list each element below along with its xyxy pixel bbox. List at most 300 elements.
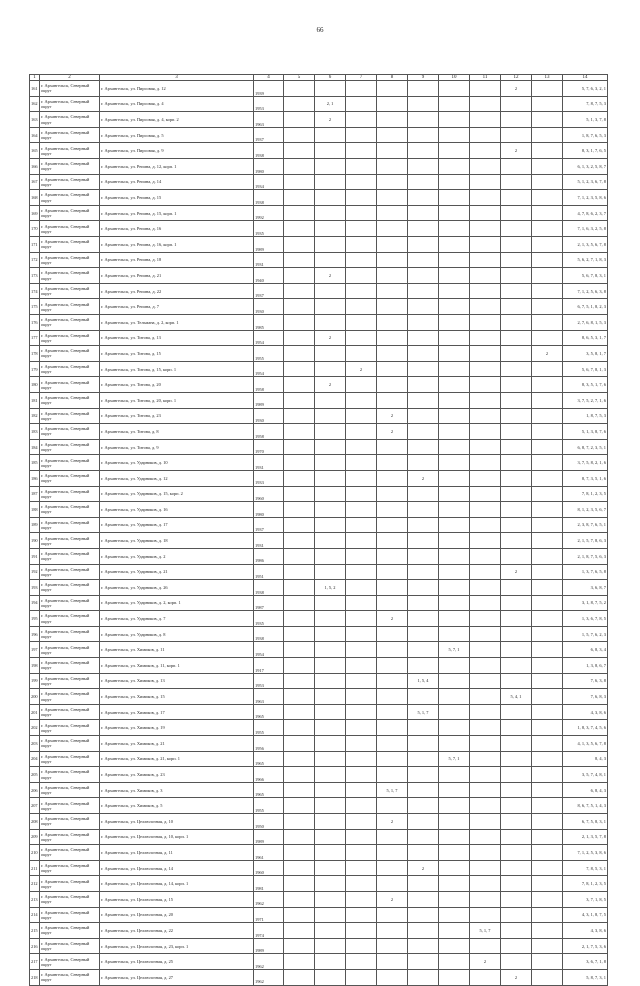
row-number: 192 [30,564,40,580]
value-cell [315,907,346,923]
year-cell: 1930 [254,408,284,424]
registry-table [29,74,608,986]
row-number: 178 [30,346,40,362]
codes-cell: 6, 8, 7, 2, 3, 5, 1 [563,439,608,455]
empty-cell [284,517,315,533]
row-number: 180 [30,377,40,393]
empty-cell [284,268,315,284]
value-cell [439,112,470,128]
value-cell: 2 [377,424,408,440]
value-cell [439,548,470,564]
district-cell: г. Архангельск, Северный округ [40,673,100,689]
value-cell [315,969,346,985]
value-cell [346,689,377,705]
value-cell [408,96,439,112]
row-number: 164 [30,127,40,143]
empty-cell [284,658,315,674]
row-number: 167 [30,174,40,190]
value-cell [470,814,501,830]
value-cell [315,392,346,408]
column-header: 4 [254,75,284,81]
empty-cell [284,96,315,112]
address-cell: г. Архангельск, ул. Пирсовая, д. 4, корп. 2 [100,112,254,128]
value-cell [346,315,377,331]
value-cell [315,829,346,845]
value-cell [439,923,470,939]
value-cell [408,221,439,237]
codes-cell: 1, 3, 7, 6, 5, 8 [563,564,608,580]
value-cell [439,626,470,642]
value-cell [439,595,470,611]
value-cell [501,704,532,720]
row-number: 165 [30,143,40,159]
table-row [30,782,608,798]
value-cell [408,876,439,892]
value-cell [315,720,346,736]
value-cell [315,658,346,674]
address-cell: г. Архангельск, ул. Химиков, д. 3 [100,782,254,798]
codes-cell: 8, 3, 5, 1, 7, 6 [563,377,608,393]
value-cell [470,704,501,720]
year-cell: 1965 [254,704,284,720]
table-row [30,392,608,408]
value-cell [408,392,439,408]
address-cell: г. Архангельск, ул. Титова, д. 9 [100,439,254,455]
district-cell: г. Архангельск, Северный округ [40,954,100,970]
value-cell [315,190,346,206]
address-cell: г. Архангельск, ул. Целлюлозная, д. 27 [100,969,254,985]
year-cell: 1930 [254,299,284,315]
year-cell: 1962 [254,954,284,970]
table-row [30,689,608,705]
year-cell: 1958 [254,424,284,440]
value-cell [315,938,346,954]
value-cell [439,424,470,440]
table-row [30,517,608,533]
row-number: 166 [30,159,40,175]
value-cell [532,268,563,284]
codes-cell: 1, 5, 7, 6, 2, 3 [563,626,608,642]
value-cell [501,907,532,923]
empty-cell [284,751,315,767]
value-cell [532,626,563,642]
address-cell: г. Архангельск, ул. Пирсовая, д. 12 [100,81,254,97]
value-cell [377,377,408,393]
value-cell: 2 [501,81,532,97]
value-cell [501,923,532,939]
value-cell [346,580,377,596]
district-cell: г. Архангельск, Северный округ [40,346,100,362]
value-cell [346,205,377,221]
column-header: 9 [408,75,439,81]
value-cell [532,720,563,736]
empty-cell [284,689,315,705]
empty-cell [284,642,315,658]
district-cell: г. Архангельск, Северный округ [40,704,100,720]
empty-cell [284,782,315,798]
value-cell [439,736,470,752]
value-cell: 2 [315,112,346,128]
value-cell [377,845,408,861]
value-cell [470,408,501,424]
row-number: 173 [30,268,40,284]
address-cell: г. Архангельск, ул. Химиков, д. 17 [100,704,254,720]
value-cell [470,205,501,221]
value-cell [439,611,470,627]
district-cell: г. Архангельск, Северный округ [40,736,100,752]
value-cell [377,798,408,814]
value-cell [315,159,346,175]
value-cell [439,876,470,892]
value-cell [532,517,563,533]
empty-cell [284,969,315,985]
value-cell [377,938,408,954]
value-cell [346,798,377,814]
value-cell [346,330,377,346]
value-cell [439,190,470,206]
value-cell [532,408,563,424]
district-cell: г. Архангельск, Северный округ [40,595,100,611]
table-row [30,237,608,253]
value-cell: 2 [315,377,346,393]
value-cell [439,377,470,393]
table-row [30,907,608,923]
value-cell [470,455,501,471]
codes-cell: 3, 5, 7, 4, 8, 1 [563,767,608,783]
value-cell [501,736,532,752]
codes-cell: 7, 1, 2, 5, 3, 8, 6 [563,845,608,861]
table-row [30,876,608,892]
district-cell: г. Архангельск, Северный округ [40,689,100,705]
value-cell [470,424,501,440]
row-number: 179 [30,361,40,377]
value-cell [346,767,377,783]
row-number: 217 [30,954,40,970]
table-row [30,502,608,518]
value-cell [377,923,408,939]
value-cell [315,876,346,892]
value-cell [346,673,377,689]
address-cell: г. Архангельск, ул. Репина, д. 15 [100,190,254,206]
value-cell [470,81,501,97]
value-cell [439,564,470,580]
value-cell [408,346,439,362]
value-cell [470,938,501,954]
value-cell [315,782,346,798]
codes-cell: 2, 1, 7, 5, 3, 6 [563,938,608,954]
row-number: 188 [30,502,40,518]
year-cell: 1938 [254,580,284,596]
value-cell [470,845,501,861]
district-cell: г. Архангельск, Северный округ [40,814,100,830]
value-cell [346,190,377,206]
value-cell [315,143,346,159]
table-row [30,798,608,814]
empty-cell [284,860,315,876]
value-cell [501,502,532,518]
row-number: 185 [30,455,40,471]
value-cell [315,642,346,658]
value-cell [501,517,532,533]
value-cell [377,190,408,206]
value-cell [501,330,532,346]
address-cell: г. Архангельск, ул. Репина, д. 22 [100,283,254,299]
value-cell [315,767,346,783]
value-cell [470,658,501,674]
column-header: 5 [284,75,315,81]
value-cell [408,377,439,393]
year-cell: 1935 [254,221,284,237]
value-cell: 2 [532,346,563,362]
empty-cell [284,548,315,564]
year-cell: 1985 [254,315,284,331]
value-cell [470,907,501,923]
value-cell [346,377,377,393]
value-cell [377,315,408,331]
codes-cell: 5, 1, 3, 7, 8 [563,112,608,128]
value-cell [501,673,532,689]
value-cell [470,486,501,502]
table-row [30,268,608,284]
value-cell [408,580,439,596]
codes-cell: 7, 8, 1, 2, 3, 5 [563,486,608,502]
value-cell [532,190,563,206]
row-number: 184 [30,439,40,455]
table-row [30,315,608,331]
value-cell [346,252,377,268]
value-cell [470,127,501,143]
empty-cell [284,611,315,627]
table-row [30,190,608,206]
year-cell: 1962 [254,891,284,907]
value-cell [532,564,563,580]
row-number: 174 [30,283,40,299]
district-cell: г. Архангельск, Северный округ [40,658,100,674]
value-cell [470,143,501,159]
empty-cell [284,143,315,159]
value-cell [532,580,563,596]
value-cell [315,361,346,377]
empty-cell [284,190,315,206]
codes-cell: 6, 7, 5, 1, 8, 2, 3 [563,299,608,315]
district-cell: г. Архангельск, Северный округ [40,315,100,331]
value-cell [346,642,377,658]
row-number: 207 [30,798,40,814]
value-cell [439,283,470,299]
value-cell [408,595,439,611]
value-cell [439,580,470,596]
value-cell [408,782,439,798]
value-cell [501,377,532,393]
district-cell: г. Архангельск, Северный округ [40,611,100,627]
row-number: 191 [30,548,40,564]
value-cell [501,486,532,502]
value-cell [377,392,408,408]
address-cell: г. Архангельск, ул. Химиков, д. 21 [100,736,254,752]
value-cell [532,205,563,221]
value-cell [439,439,470,455]
value-cell [501,626,532,642]
value-cell [439,330,470,346]
value-cell [439,720,470,736]
empty-cell [284,424,315,440]
value-cell [346,938,377,954]
value-cell [532,704,563,720]
value-cell [346,923,377,939]
address-cell: г. Архангельск, ул. Репина, д. 16 [100,221,254,237]
district-cell: г. Архангельск, Северный округ [40,299,100,315]
value-cell [346,736,377,752]
value-cell [470,392,501,408]
table-row [30,470,608,486]
table-row [30,361,608,377]
value-cell [470,860,501,876]
value-cell [377,580,408,596]
table-row [30,580,608,596]
address-cell: г. Архангельск, ул. Титова, д. 8 [100,424,254,440]
value-cell [377,548,408,564]
year-cell: 1937 [254,283,284,299]
value-cell [532,923,563,939]
row-number: 161 [30,81,40,97]
address-cell: г. Архангельск, ул. Целлюлозная, д. 25 [100,954,254,970]
value-cell [532,392,563,408]
value-cell [470,533,501,549]
year-cell: 1917 [254,658,284,674]
row-number: 183 [30,424,40,440]
district-cell: г. Архангельск, Северный округ [40,470,100,486]
value-cell [501,268,532,284]
value-cell [532,502,563,518]
value-cell [470,330,501,346]
value-cell [315,814,346,830]
value-cell [377,439,408,455]
value-cell [346,704,377,720]
value-cell [532,938,563,954]
value-cell [408,143,439,159]
value-cell [501,658,532,674]
empty-cell [284,330,315,346]
empty-cell [284,673,315,689]
value-cell [377,237,408,253]
empty-cell [284,704,315,720]
table-row [30,205,608,221]
value-cell [408,845,439,861]
value-cell [532,143,563,159]
year-cell: 1989 [254,829,284,845]
value-cell [377,221,408,237]
value-cell [532,299,563,315]
value-cell [408,190,439,206]
value-cell [439,969,470,985]
address-cell: г. Архангельск, ул. Целлюлозная, д. 14 [100,860,254,876]
value-cell [408,252,439,268]
codes-cell: 3, 6, 7, 1, 8 [563,954,608,970]
row-number: 205 [30,767,40,783]
district-cell: г. Архангельск, Северный округ [40,720,100,736]
value-cell [377,564,408,580]
value-cell [315,346,346,362]
value-cell [346,720,377,736]
value-cell [501,205,532,221]
value-cell [470,112,501,128]
value-cell [470,626,501,642]
value-cell: 1, 5, 4 [408,673,439,689]
year-cell: 1987 [254,595,284,611]
value-cell [439,689,470,705]
value-cell [470,673,501,689]
value-cell [501,767,532,783]
value-cell [439,174,470,190]
value-cell [408,969,439,985]
value-cell [501,720,532,736]
column-header: 6 [315,75,346,81]
district-cell: г. Архангельск, Северный округ [40,564,100,580]
value-cell [408,502,439,518]
value-cell [377,658,408,674]
year-cell: 1974 [254,923,284,939]
row-number: 170 [30,221,40,237]
value-cell [377,299,408,315]
value-cell: 2 [377,611,408,627]
value-cell [439,845,470,861]
value-cell [315,439,346,455]
value-cell [346,346,377,362]
year-cell: 1989 [254,237,284,253]
empty-cell [284,361,315,377]
value-cell [532,751,563,767]
value-cell [532,673,563,689]
row-number: 177 [30,330,40,346]
value-cell [439,252,470,268]
address-cell: г. Архангельск, ул. Целлюлозная, д. 14, корп. 1 [100,876,254,892]
codes-cell: 7, 6, 3, 8 [563,673,608,689]
value-cell [470,190,501,206]
table-row [30,938,608,954]
value-cell [346,424,377,440]
row-number: 216 [30,938,40,954]
value-cell [408,751,439,767]
value-cell [439,829,470,845]
value-cell [346,455,377,471]
year-cell: 1961 [254,845,284,861]
year-cell: 1939 [254,81,284,97]
value-cell [532,127,563,143]
value-cell: 5, 7, 1 [439,642,470,658]
codes-cell: 2, 1, 8, 7, 5, 6, 3 [563,548,608,564]
value-cell [346,876,377,892]
value-cell [439,658,470,674]
value-cell [408,424,439,440]
value-cell [346,408,377,424]
page-number: 66 [316,26,324,34]
codes-cell: 6, 8, 3, 4 [563,642,608,658]
row-number: 204 [30,751,40,767]
value-cell [501,580,532,596]
value-cell [532,486,563,502]
value-cell [377,751,408,767]
district-cell: г. Архангельск, Северный округ [40,205,100,221]
value-cell [377,517,408,533]
value-cell [470,237,501,253]
codes-cell: 6, 7, 5, 8, 3, 1 [563,814,608,830]
value-cell [377,159,408,175]
value-cell [346,268,377,284]
table-row [30,767,608,783]
address-cell: г. Архангельск, ул. Титова, д. 15, корп. 1 [100,361,254,377]
empty-cell [284,580,315,596]
district-cell: г. Архангельск, Северный округ [40,938,100,954]
